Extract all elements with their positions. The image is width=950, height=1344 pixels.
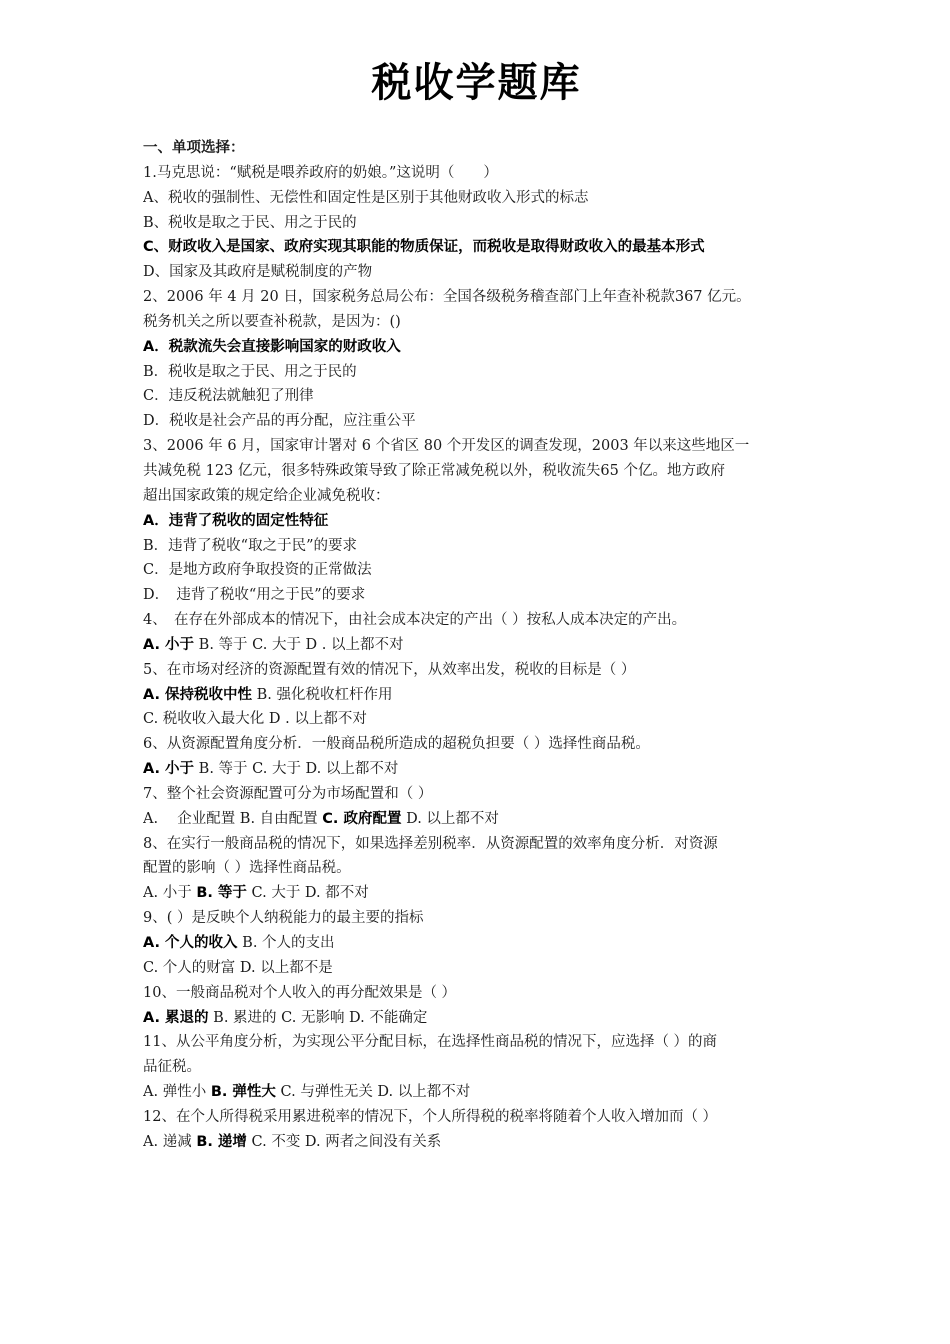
question-11-other-options: C. 与弹性无关 D. 以上都不对	[275, 1084, 471, 1101]
question-3-option-a-answer: A．违背了税收的固定性特征	[143, 512, 329, 529]
question-2-option-a-answer: A．税款流失会直接影响国家的财政收入	[143, 338, 401, 355]
question-8-option-a: A. 小于	[143, 885, 197, 902]
question-2-stem-cont: 税务机关之所以要查补税款，是因为：()	[143, 313, 401, 330]
question-9-option-b: B. 个人的支出	[237, 935, 335, 951]
question-10-other-options: B. 累进的 C. 无影响 D. 不能确定	[208, 1009, 428, 1026]
question-3-option-b: B．违背了税收“取之于民”的要求	[143, 537, 357, 554]
question-3-stem-cont-1: 共减免税 123 亿元，很多特殊政策导致了除正常减免税以外，税收流失65 个亿。地方政府	[143, 462, 725, 479]
question-4-other-options: B. 等于 C. 大于 D . 以上都不对	[194, 636, 404, 653]
question-1-option-d: D、国家及其政府是赋税制度的产物	[143, 264, 373, 281]
question-8-stem: 8、在实行一般商品税的情况下，如果选择差别税率．从资源配置的效率角度分析．对资源	[143, 835, 718, 852]
question-12-answer: B. 递增	[196, 1133, 247, 1150]
question-4-stem: 4、 在存在外部成本的情况下，由社会成本决定的产出（ ）按私人成本决定的产出。	[143, 612, 687, 629]
question-5-options-cont: C. 税收收入最大化 D . 以上都不对	[143, 711, 367, 728]
question-8-stem-cont: 配置的影响（ ）选择性商品税。	[143, 860, 351, 877]
question-12-other-options: C. 不变 D. 两者之间没有关系	[246, 1133, 442, 1150]
question-5-option-b: B. 强化税收杠杆作用	[252, 686, 393, 703]
question-11-answer: B. 弹性大	[210, 1084, 276, 1101]
question-10-answer: A. 累退的	[143, 1009, 209, 1026]
question-12-options	[143, 1130, 810, 1155]
question-6-other-options: B. 等于 C. 大于 D. 以上都不对	[194, 761, 399, 778]
question-11-stem: 11、从公平角度分析，为实现公平分配目标，在选择性商品税的情况下，应选择（ ）的商	[143, 1034, 718, 1051]
question-6-answer: A. 小于	[143, 761, 195, 778]
question-6-stem: 6、从资源配置角度分析．一般商品税所造成的超税负担要（ ）选择性商品税。	[143, 736, 650, 753]
question-list	[143, 136, 810, 1155]
question-5-stem: 5、在市场对经济的资源配置有效的情况下，从效率出发，税收的目标是（ ）	[143, 661, 636, 678]
question-8-other-options: C. 大于 D. 都不对	[246, 885, 369, 902]
question-6-options	[143, 757, 810, 782]
question-7-options-ab: A. 企业配置 B. 自由配置	[143, 810, 323, 827]
question-12-stem: 12、在个人所得税采用累进税率的情况下，个人所得税的税率将随着个人收入增加而（ ）	[143, 1108, 718, 1125]
question-7-options	[143, 807, 810, 832]
question-1-option-b: B、税收是取之于民、用之于民的	[143, 214, 357, 231]
question-7-answer: C. 政府配置	[322, 810, 402, 827]
question-10-stem: 10、一般商品税对个人收入的再分配效果是（ ）	[143, 984, 457, 1001]
question-3-stem: 3、2006 年 6 月，国家审计署对 6 个省区 80 个开发区的调查发现，2003 年以来这些地区一	[143, 438, 750, 455]
question-11-option-a: A. 弹性小	[143, 1084, 211, 1101]
question-8-options	[143, 881, 810, 906]
question-3-option-d: D． 违背了税收“用之于民”的要求	[143, 587, 366, 604]
question-12-option-a: A. 递减	[143, 1133, 197, 1150]
question-2-option-c: C．违反税法就触犯了刑律	[143, 388, 314, 405]
question-7-stem: 7、整个社会资源配置可分为市场配置和（ ）	[143, 785, 433, 802]
question-11-stem-cont: 品征税。	[143, 1059, 201, 1076]
question-4-answer: A. 小于	[143, 636, 195, 653]
question-8-answer: B. 等于	[196, 885, 247, 902]
question-3-option-c: C．是地方政府争取投资的正常做法	[143, 562, 372, 579]
question-7-option-d: D. 以上都不对	[401, 810, 499, 827]
question-5-answer: A. 保持税收中性	[143, 686, 253, 703]
question-10-options	[143, 1006, 810, 1031]
question-2-stem: 2、2006 年 4 月 20 日，国家税务总局公布：全国各级税务稽查部门上年查补税款367 亿元。	[143, 289, 751, 306]
document-title: 税收学题库	[371, 60, 582, 106]
question-9-options-cont: C. 个人的财富 D. 以上都不是	[143, 959, 333, 976]
question-9-options	[143, 931, 810, 956]
question-2-option-b: B．税收是取之于民、用之于民的	[143, 363, 357, 380]
question-1-option-c-answer: C、财政收入是国家、政府实现其职能的物质保证，而税收是取得财政收入的最基本形式	[143, 239, 705, 256]
question-9-stem: 9、( ）是反映个人纳税能力的最主要的指标	[143, 910, 424, 927]
question-4-options	[143, 633, 810, 658]
question-9-answer: A. 个人的收入	[143, 935, 238, 951]
question-3-stem-cont-2: 超出国家政策的规定给企业减免税收：	[143, 487, 390, 504]
question-2-option-d: D．税收是社会产品的再分配，应注重公平	[143, 413, 416, 430]
question-1-option-a: A、税收的强制性、无偿性和固定性是区别于其他财政收入形式的标志	[143, 189, 589, 206]
question-11-options	[143, 1080, 810, 1105]
question-1-stem: 1.马克思说：“赋税是喂养政府的奶娘。”这说明（ ）	[143, 164, 498, 181]
question-5-options	[143, 683, 810, 708]
section-heading: 一、单项选择：	[143, 140, 245, 156]
